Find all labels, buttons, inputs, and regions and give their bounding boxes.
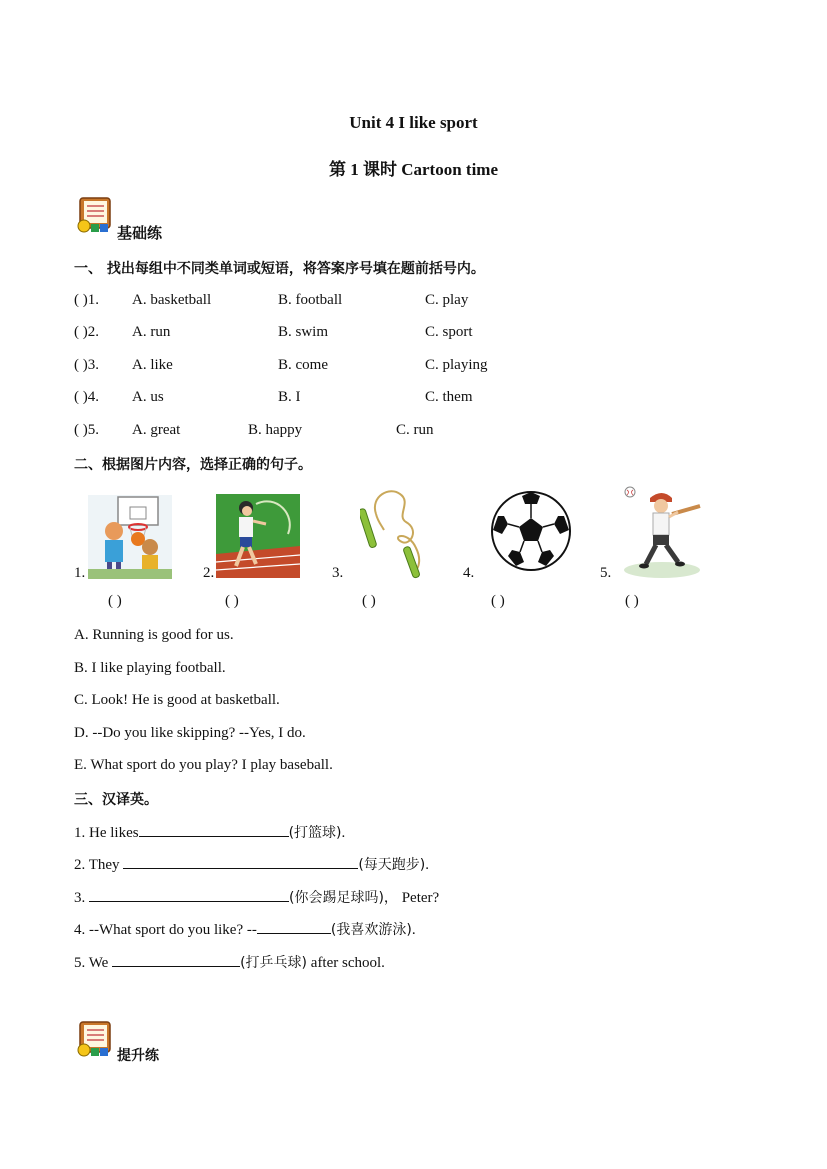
translation2-prefix: 2. They <box>74 857 124 873</box>
translation-item-5 <box>74 952 385 972</box>
advanced-practice-label: 提升练 <box>117 1048 159 1064</box>
translation2-suffix: . <box>425 857 429 873</box>
translation1-blank[interactable] <box>139 822 289 837</box>
basketball-kids-picture <box>88 495 172 579</box>
baseball-player-picture <box>622 484 704 578</box>
item3-option-a: A. like <box>132 357 173 373</box>
translation2-blank[interactable] <box>123 854 358 869</box>
running-boy-picture <box>216 494 300 578</box>
sentence-option-e: E. What sport do you play? I play baseball. <box>74 757 333 773</box>
translation4-prefix: 4. --What sport do you like? -- <box>74 922 257 938</box>
item5-number: ( )5. <box>74 422 99 438</box>
item3-option-b: B. come <box>278 357 328 373</box>
section2-title: 二、根据图片内容，选择正确的句子。 <box>74 457 312 473</box>
item3-number: ( )3. <box>74 357 99 373</box>
picture2-number: 2. <box>203 565 215 581</box>
translation4-hint: (我喜欢游泳) <box>330 922 412 938</box>
translation5-blank[interactable] <box>112 952 240 967</box>
picture5-number: 5. <box>600 565 612 581</box>
translation-item-1 <box>74 822 345 842</box>
picture2-answer-bracket[interactable]: ( ) <box>225 593 239 609</box>
translation3-prefix: 3. <box>74 890 89 906</box>
translation3-hint: (你会踢足球吗)， <box>289 890 398 906</box>
unit-title: Unit 4 I like sport <box>349 113 478 132</box>
skipping-rope-picture <box>360 486 426 580</box>
item2-option-b: B. swim <box>278 324 329 340</box>
sentence-option-b: B. I like playing football. <box>74 660 226 676</box>
section1-title: 一、 找出每组中不同类单词或短语，将答案序号填在题前括号内。 <box>74 261 485 277</box>
item2-option-c: C. sport <box>425 324 473 340</box>
picture3-number: 3. <box>332 565 344 581</box>
translation5-hint: (打乒乓球) <box>240 955 308 971</box>
picture5-answer-bracket[interactable]: ( ) <box>625 593 639 609</box>
sentence-option-a: A. Running is good for us. <box>74 627 234 643</box>
translation3-blank[interactable] <box>89 887 289 902</box>
translation3-suffix: Peter? <box>397 890 440 906</box>
item1-option-a: A. basketball <box>132 292 212 308</box>
basic-practice-label: 基础练 <box>117 224 163 242</box>
lesson-title: 第 1 课时 Cartoon time <box>328 160 499 179</box>
translation1-suffix: . <box>341 825 346 841</box>
translation-item-3 <box>74 887 439 907</box>
item2-number: ( )2. <box>74 324 99 340</box>
translation1-hint: (打篮球) <box>288 825 342 841</box>
section3-title: 三、汉译英。 <box>74 792 158 808</box>
translation-item-2 <box>74 854 429 874</box>
item5-option-b: B. happy <box>248 422 303 438</box>
picture1-answer-bracket[interactable]: ( ) <box>108 593 122 609</box>
translation4-suffix: . <box>411 922 416 938</box>
item1-number: ( )1. <box>74 292 99 308</box>
translation-item-4 <box>74 919 416 939</box>
item5-option-c: C. run <box>396 422 434 438</box>
picture3-answer-bracket[interactable]: ( ) <box>362 593 376 609</box>
item4-number: ( )4. <box>74 389 99 405</box>
translation1-prefix: 1. He likes <box>74 825 139 841</box>
item1-option-c: C. play <box>425 292 469 308</box>
item4-option-a: A. us <box>132 389 164 405</box>
picture4-answer-bracket[interactable]: ( ) <box>491 593 505 609</box>
item5-option-a: A. great <box>132 422 181 438</box>
item3-option-c: C. playing <box>425 357 488 373</box>
practice-book-icon <box>76 1020 112 1058</box>
item1-option-b: B. football <box>278 292 343 308</box>
translation4-blank[interactable] <box>257 919 331 934</box>
sentence-option-c: C. Look! He is good at basketball. <box>74 692 280 708</box>
practice-book-icon <box>76 196 112 234</box>
item2-option-a: A. run <box>132 324 171 340</box>
picture4-number: 4. <box>463 565 475 581</box>
picture1-number: 1. <box>74 565 86 581</box>
item4-option-c: C. them <box>425 389 473 405</box>
translation2-hint: (每天跑步) <box>358 857 426 873</box>
translation5-prefix: 5. We <box>74 955 113 971</box>
item4-option-b: B. I <box>278 389 301 405</box>
sentence-option-d: D. --Do you like skipping? --Yes, I do. <box>74 725 306 741</box>
football-picture <box>490 490 572 572</box>
translation5-suffix: after school. <box>307 955 385 971</box>
